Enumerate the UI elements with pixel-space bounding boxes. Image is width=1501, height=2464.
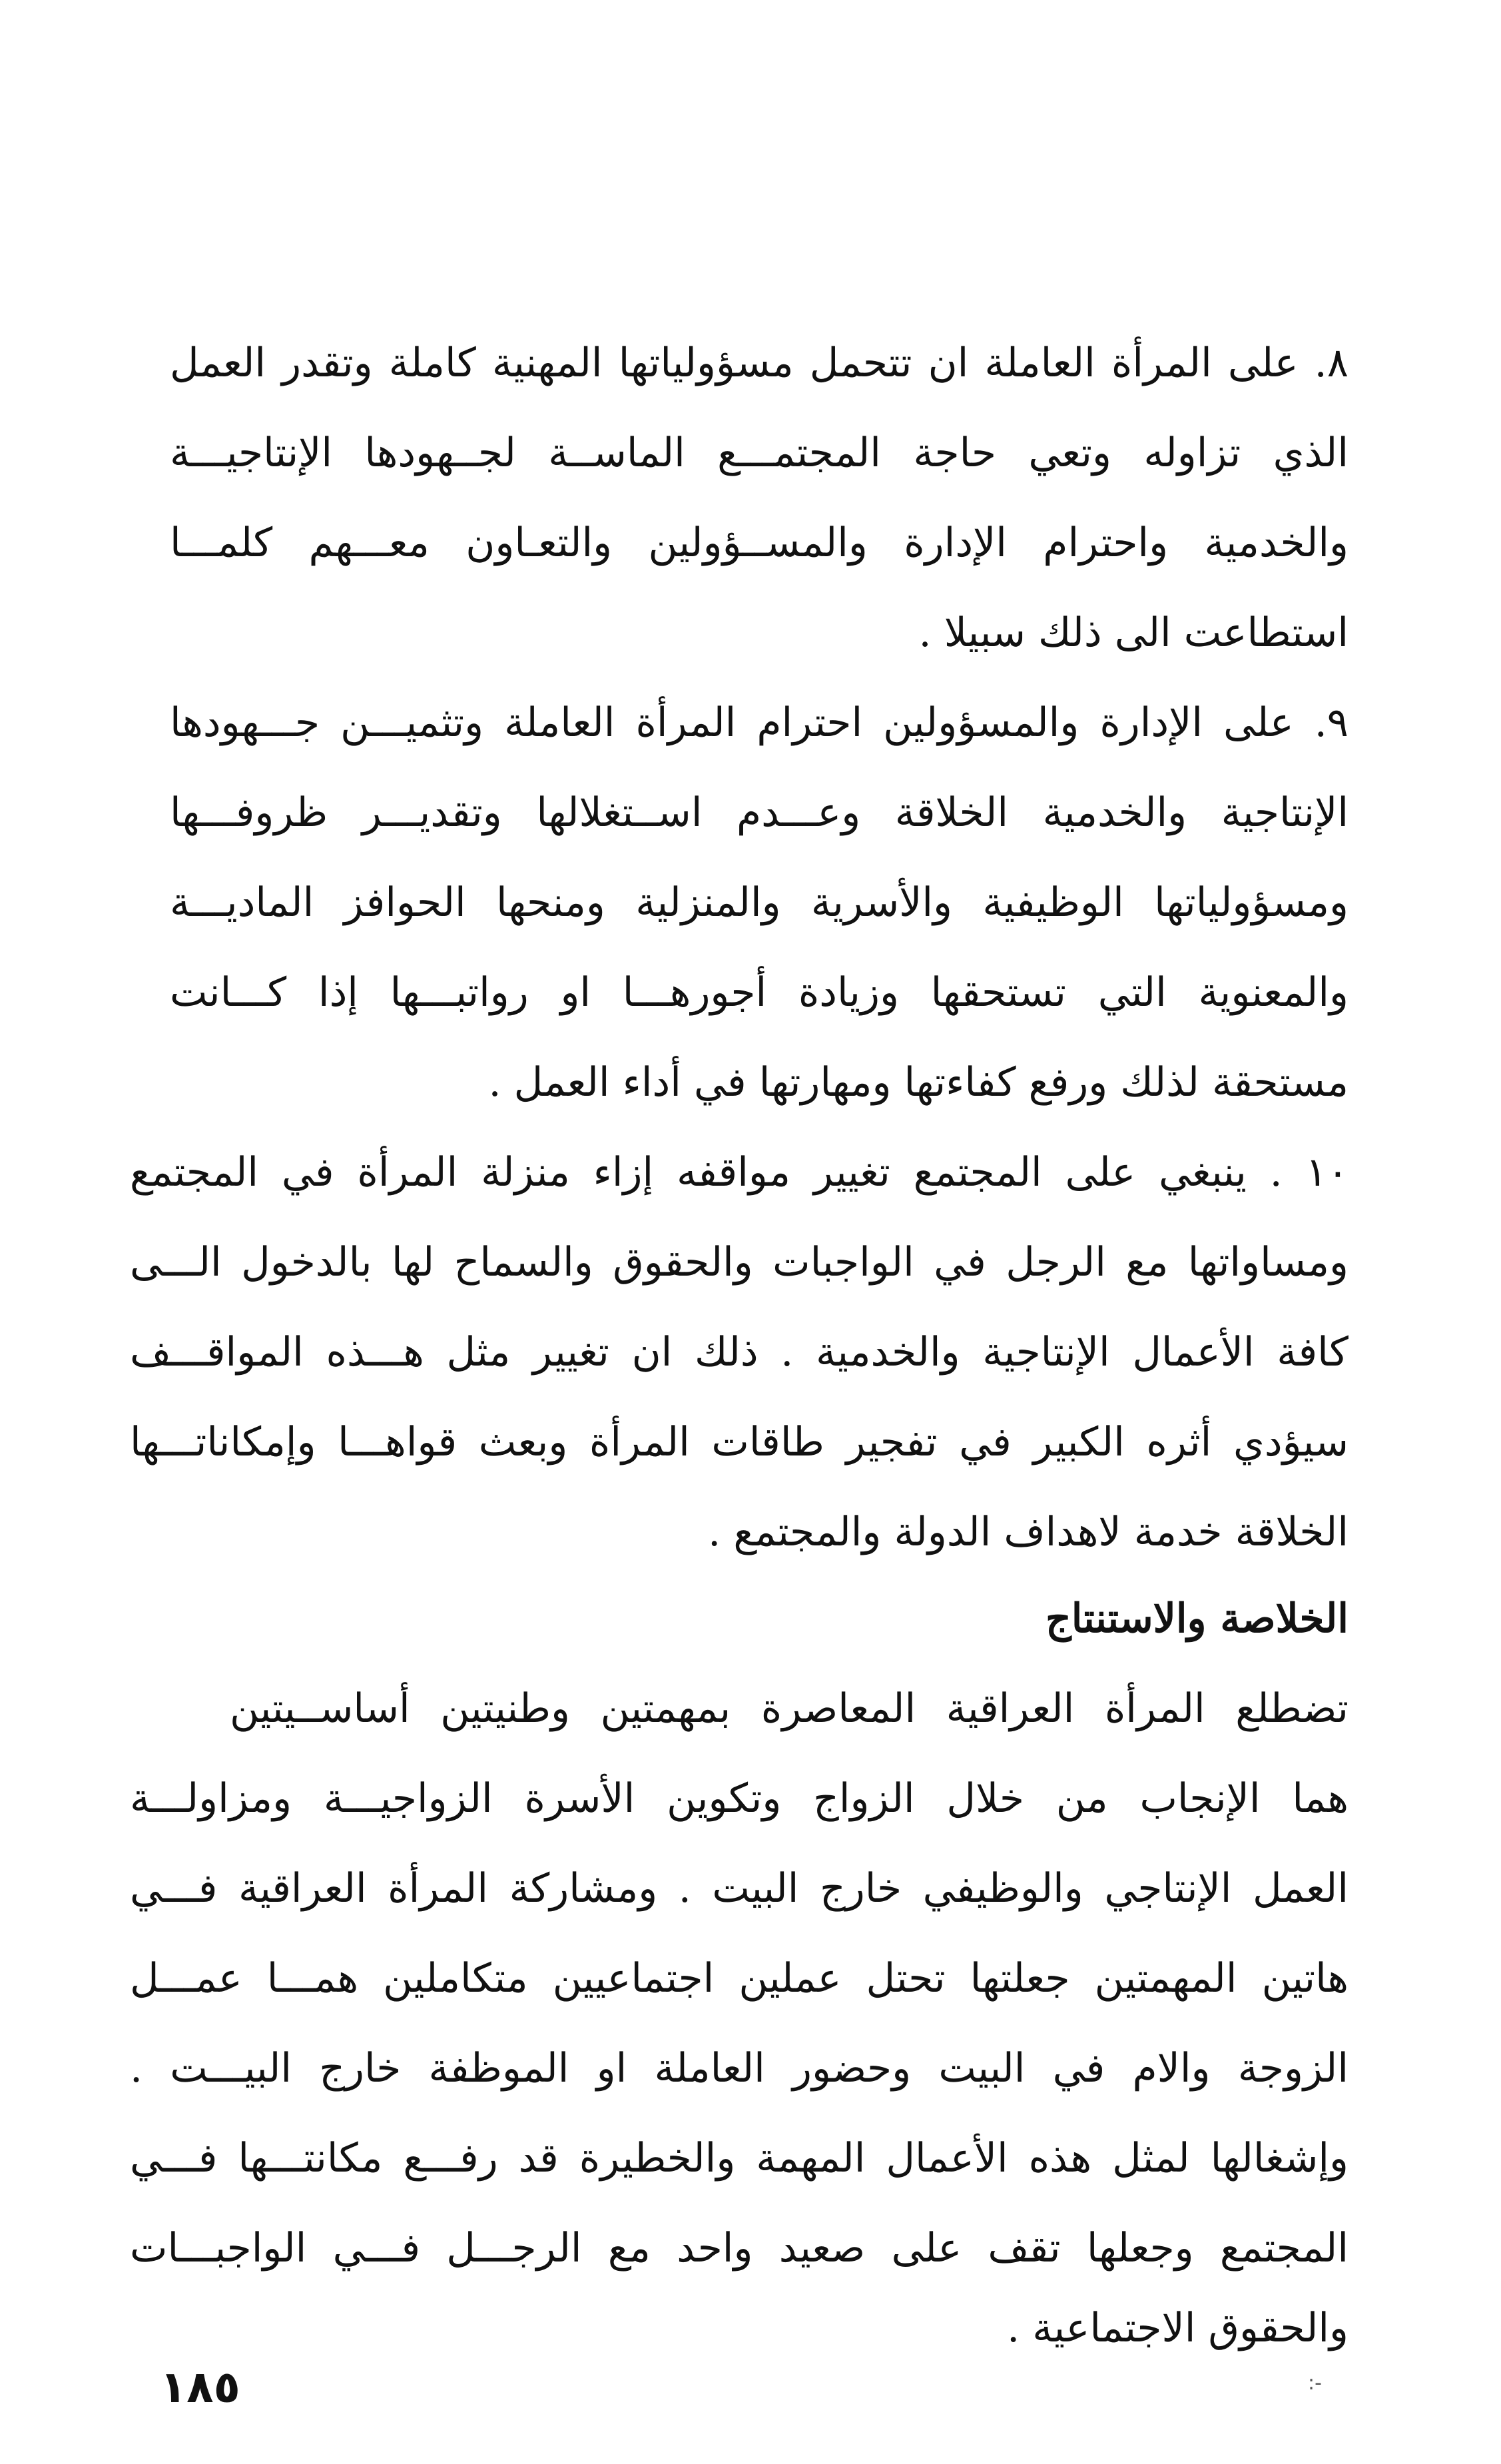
item9-line-4: والمعنوية التي تستحقها وزيادة أجورهـــا او رواتبـــها إذا كـــانت [170, 969, 1349, 1016]
item9-line-5: مستحقة لذلك ورفع كفاءتها ومهارتها في أداء العمل . [488, 1059, 1349, 1106]
item8-line-2: الذي تزاوله وتعي حاجة المجتمـــع الماســة لجــهودها الإنتاجيـــة [170, 430, 1349, 476]
section-heading: الخلاصة والاستنتاج [1046, 1595, 1349, 1642]
conclusion-line-6: وإشغالها لمثل هذه الأعمال المهمة والخطيرة قد رفـــع مكانتـــها فـــي [130, 2135, 1349, 2182]
item8-line-4: استطاعت الى ذلك سبيلا . [918, 610, 1349, 656]
item8-line-3: والخدمية واحترام الإدارة والمســؤولين والتعـاون معـــهم كلمـــا [170, 520, 1349, 566]
conclusion-line-7: المجتمع وجعلها تقف على صعيد واحد مع الرجـــل فـــي الواجبـــات [130, 2225, 1349, 2271]
item8-line-1: ٨. على المرأة العاملة ان تتحمل مسؤولياتها المهنية كاملة وتقدر العمل [170, 340, 1349, 386]
conclusion-line-4: هاتين المهمتين جعلتها تحتل عملين اجتماعيين متكاملين همـــا عمـــل [130, 1955, 1349, 2002]
item9-line-2: الإنتاجية والخدمية الخلاقة وعـــدم اســتغلالها وتقديـــر ظروفـــها [170, 789, 1349, 836]
item9-line-1: ٩. على الإدارة والمسؤولين احترام المرأة العاملة وتثميـــن جـــهودها [170, 699, 1349, 746]
item10-line-1: ١٠ . ينبغي على المجتمع تغيير مواقفه إزاء منزلة المرأة في المجتمع [130, 1149, 1349, 1196]
conclusion-line-2: هما الإنجاب من خلال الزواج وتكوين الأسرة الزواجيـــة ومزاولـــة [130, 1775, 1349, 1822]
conclusion-line-8: والحقوق الاجتماعية . [1007, 2305, 1349, 2351]
page-mark: :- [1308, 2371, 1322, 2395]
conclusion-line-3: العمل الإنتاجي والوظيفي خارج البيت . ومشاركة المرأة العراقية فـــي [130, 1865, 1349, 1912]
item10-line-4: سيؤدي أثره الكبير في تفجير طاقات المرأة وبعث قواهـــا وإمكاناتـــها [130, 1419, 1349, 1465]
conclusion-line-1 [130, 1659, 1349, 1759]
page-number: ١٨٥ [160, 2361, 240, 2413]
item10-line-2: ومساواتها مع الرجل في الواجبات والحقوق والسماح لها بالدخول الـــى [130, 1239, 1349, 1286]
item9-line-3: ومسؤولياتها الوظيفية والأسرية والمنزلية ومنحها الحوافز الماديـــة [170, 879, 1349, 926]
item10-line-3: كافة الأعمال الإنتاجية والخدمية . ذلك ان تغيير مثل هـــذه المواقـــف [130, 1329, 1349, 1376]
item10-line-5: الخلاقة خدمة لاهداف الدولة والمجتمع . [708, 1509, 1349, 1555]
conclusion-line-5: الزوجة والام في البيت وحضور العاملة او الموظفة خارج البيـــت . [130, 2045, 1349, 2092]
conclusion-line-1-text: تضطلع المرأة العراقية المعاصرة بمهمتين وطنيتين أساســيتين [230, 1685, 1349, 1732]
